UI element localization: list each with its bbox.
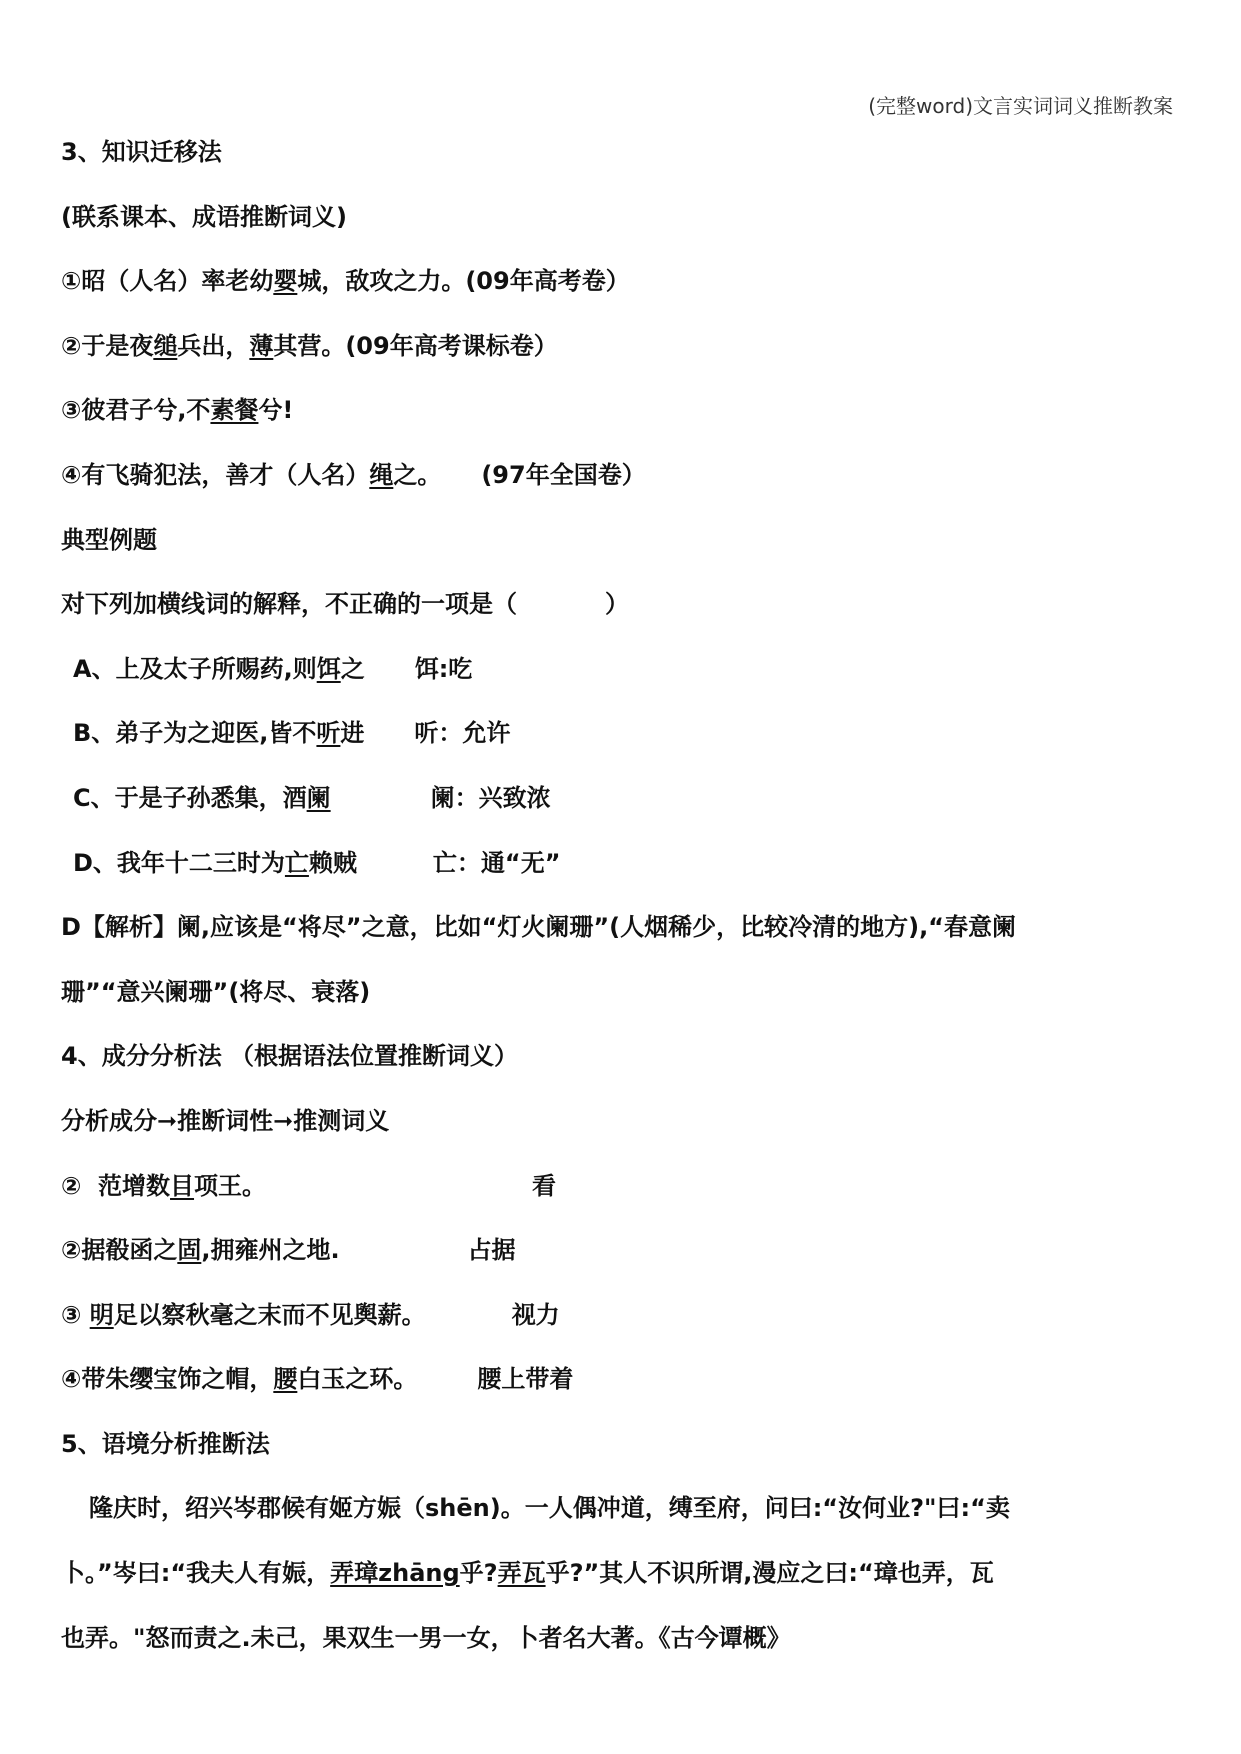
underlined-word: 目	[170, 1171, 195, 1200]
s3-example-1: ①昭（人名）率老幼婴城，敌攻之力。(09年高考卷）	[61, 267, 630, 296]
underlined-word: 明	[89, 1300, 114, 1329]
underlined-word: 素餐	[210, 396, 259, 425]
analysis-line-1: D【解析】阑,应该是“将尽”之意，比如“灯火阑珊”(人烟稀少，比较冷清的地方),“春意阑	[61, 913, 1016, 942]
underlined-word: 固	[177, 1236, 202, 1265]
document-body	[61, 120, 1181, 1670]
section-5-title: 5、语境分析推断法	[61, 1429, 270, 1458]
option-answer: 听：允许	[414, 719, 511, 748]
example-answer: 占据	[467, 1236, 516, 1265]
analysis-line-2: 珊”“意兴阑珊”(将尽、衰落)	[61, 977, 371, 1006]
s5-paragraph-line-3: 也弄。"怒而责之.未己，果双生一男一女，卜者名大著。《古今谭概》	[61, 1623, 791, 1652]
section-4-flow: 分析成分➞推断词性➞推测词义	[61, 1106, 390, 1135]
question: 对下列加横线词的解释，不正确的一项是（ ）	[61, 590, 629, 619]
underlined-word: 薄	[249, 331, 274, 360]
s4-example-1: ② 范增数目项王。 看	[61, 1171, 557, 1200]
option-answer: 亡：通“无”	[432, 848, 561, 877]
section-3-subtitle: (联系课本、成语推断词义)	[61, 202, 347, 231]
s4-example-2: ②据殽函之固,拥雍州之地. 占据	[61, 1236, 516, 1265]
option-c: C、于是子孙悉集，酒阑 阑：兴致浓	[73, 783, 551, 812]
option-answer: 阑：兴致浓	[430, 783, 551, 812]
example-answer: 看	[532, 1171, 557, 1200]
s3-example-2: ②于是夜缒兵出，薄其营。(09年高考课标卷）	[61, 331, 558, 360]
s3-example-4: ④有飞骑犯法，善才（人名）绳之。 (97年全国卷）	[61, 460, 646, 489]
option-b: B、弟子为之迎医,皆不听进 听：允许	[73, 719, 511, 748]
underlined-word: 绳	[369, 460, 394, 489]
underlined-word: 婴	[273, 267, 298, 296]
option-d: D、我年十二三时为亡赖贼 亡：通“无”	[73, 848, 561, 877]
underlined-word: 听	[316, 719, 341, 748]
underlined-word: 弄瓦	[497, 1559, 546, 1588]
underlined-word: 弄璋zhāng	[330, 1559, 460, 1588]
option-a: A、上及太子所赐药,则饵之 饵:吃	[73, 654, 473, 683]
typical-example-title: 典型例题	[61, 525, 157, 554]
section-4-title: 4、成分分析法 （根据语法位置推断词义）	[61, 1042, 519, 1071]
underlined-word: 腰	[273, 1365, 298, 1394]
underlined-word: 饵	[316, 654, 341, 683]
s5-paragraph-line-1: 隆庆时，绍兴岑郡候有姬方娠（shēn)。一人偶冲道，缚至府，问曰:“汝何业?"曰:“卖	[89, 1494, 1010, 1523]
underlined-word: 缒	[153, 331, 178, 360]
underlined-word: 阑	[306, 783, 331, 812]
page-header: (完整word)文言实词词义推断教案	[868, 94, 1173, 118]
s4-example-4: ④带朱缨宝饰之帽，腰白玉之环。 腰上带着	[61, 1365, 574, 1394]
option-answer: 饵:吃	[414, 654, 473, 683]
underlined-word: 亡	[284, 848, 309, 877]
example-answer: 腰上带着	[477, 1365, 574, 1394]
s3-example-3: ③彼君子兮,不素餐兮!	[61, 396, 294, 425]
example-answer: 视力	[511, 1300, 560, 1329]
section-3-title: 3、知识迁移法	[61, 138, 222, 166]
s4-example-3: ③ 明足以察秋毫之末而不见舆薪。 视力	[61, 1300, 560, 1329]
s5-paragraph-line-2: 卜。”岑曰:“我夫人有娠，弄璋zhāng乎?弄瓦乎?”其人不识所谓,漫应之曰:“璋也弄，瓦	[61, 1559, 994, 1588]
